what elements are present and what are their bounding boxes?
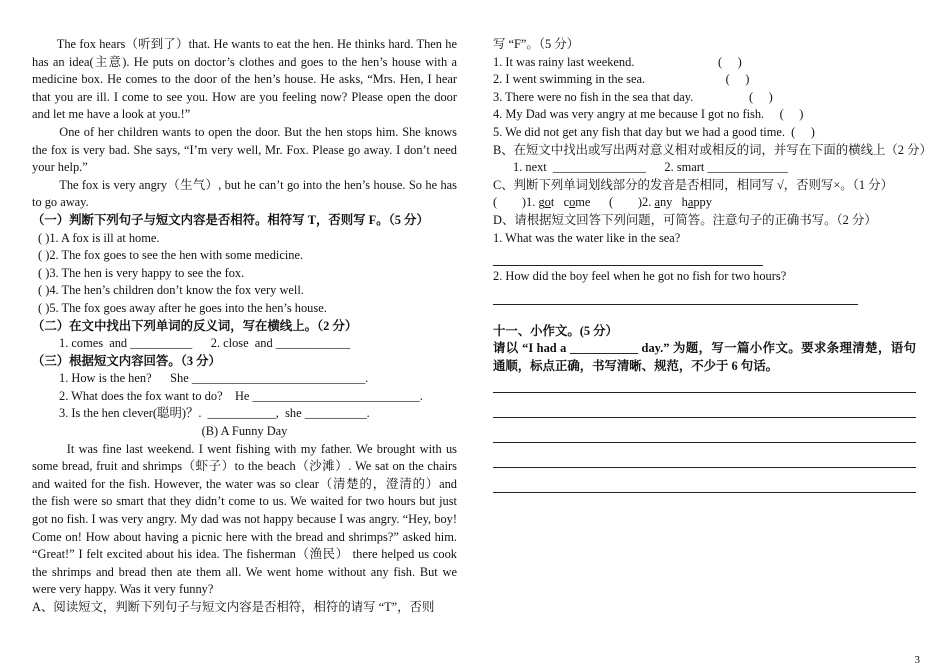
section-c-line — [493, 194, 916, 212]
underlined-letter: a — [687, 195, 694, 210]
section-a-instruction-cont: 写 “F”。（5 分） — [493, 37, 580, 51]
section-c-text: ppy — [693, 195, 712, 210]
section-a-item: 4. My Dad was very angry at me because I got no fish. ( ) — [493, 107, 804, 122]
section-2-title: （二）在文中找出下列单词的反义词，写在横线上。（2 分） — [32, 318, 358, 333]
passage-a-paragraph-2: One of her children wants to open the door. But the hen stops him. She knows the fox is very bad. She says, “I’m very well, Mr. Fox. Please go away. I don’t need your help.” — [32, 124, 457, 175]
section-c-text: t c — [550, 195, 570, 210]
writing-line[interactable] — [493, 418, 916, 443]
section-c-text: ny h — [659, 195, 688, 210]
page-number: 3 — [914, 654, 920, 666]
section-a-item: 2. I went swimming in the sea. ( ) — [493, 72, 750, 87]
passage-b-text: It was fine last weekend. I went fishing with my father. We brought with us some bread, fruit and shrimps（虾子）to the beach（沙滩）. We sat on the chairs and waited for the fish. However, the water was so clear（清楚的，澄清的）and the fish were so smart that they didn’t come to us. We waited for two hours but just got no fish. I was very angry. My dad was not happy because I was angry. “Hey, boy! Come on! How about having a picnic here with the bread and shrimps?” asked him. “Great!” I felt excited about his idea. The fisherman（渔民） there helped us cook the shrimps and bread then ate them all. We went home without any fish. But we were very happy. Was it very funny? — [32, 441, 457, 597]
section-c-text: g — [538, 195, 545, 210]
section-a-item: 5. We did not get any fish that day but we had a good time. ( ) — [493, 124, 815, 139]
section-a-item: 3. There were no fish in the sea that day. ( ) — [493, 89, 773, 104]
section-d-title: D、请根据短文回答下列问题，可简答。注意句子的正确书写。（2 分） — [493, 212, 877, 227]
underlined-letter: o — [544, 195, 551, 210]
writing-line[interactable] — [493, 443, 916, 468]
section-b-title: B、在短文中找出或写出两对意义相对或相反的词，并写在下面的横线上（2 分） — [493, 142, 932, 157]
writing-line[interactable] — [493, 393, 916, 418]
section-1-item: ( )3. The hen is very happy to see the fox. — [38, 265, 245, 280]
section-1-item: ( )2. The fox goes to see the hen with some medicine. — [38, 248, 304, 263]
section-c-title: C、判断下列单词划线部分的发音是否相同，相同写 √，否则写×。（1 分） — [493, 177, 893, 192]
section-1-item: ( )4. The hen’s children don’t know the fox very well. — [38, 283, 304, 298]
writing-line[interactable] — [493, 468, 916, 493]
section-d-question-2: 2. How did the boy feel when he got no fish for two hours? — [493, 269, 787, 284]
section-a-item: 1. It was rainy last weekend. ( ) — [493, 54, 742, 69]
underlined-letter: o — [569, 195, 576, 210]
section-d-question-1: 1. What was the water like in the sea? — [493, 230, 681, 245]
section-b-line: 1. next _______________ 2. smart _____________ — [513, 160, 788, 175]
section-3-item: 3. Is the hen clever(聪明)？. ___________, she __________. — [59, 406, 370, 421]
passage-a-paragraph-3: The fox is very angry（生气）, but he can’t go into the hen’s house. So he has to go away. — [32, 177, 457, 210]
section-1-item: ( )1. A fox is ill at home. — [38, 230, 160, 245]
composition-instruction: 请以 “I had a ___________ day.” 为题，写一篇小作文。要求条理清楚，语句通顺，标点正确，书写清晰、规范，不少于 6 句话。 — [493, 341, 916, 373]
writing-line[interactable] — [493, 376, 916, 393]
left-column — [32, 36, 457, 617]
section-c-text: a — [654, 195, 660, 210]
answer-line[interactable] — [493, 247, 763, 266]
answer-line[interactable] — [493, 286, 858, 305]
composition-title: 十一、小作文。(5 分） — [493, 323, 618, 338]
section-1-title: （一）判断下列句子与短文内容是否相符。相符写 T，否则写 F。（5 分） — [32, 212, 429, 227]
section-c-text: me ( )2. — [575, 195, 655, 210]
section-a-instruction: A、阅读短文，判断下列句子与短文内容是否相符，相符的请写 “T”，否则 — [32, 600, 435, 614]
section-c-text: ( )1. — [493, 195, 539, 210]
right-column — [493, 36, 932, 493]
section-3-item: 2. What does the fox want to do? He ___________________________. — [59, 388, 423, 403]
section-2-line: 1. comes and __________ 2. close and ____________ — [59, 336, 351, 351]
passage-a-paragraph-1: The fox hears（听到了）that. He wants to eat the hen. He thinks hard. Then he has an idea(主意). He puts on doctor’s clothes and goes to the hen’s house with a medicine box. He comes to the door of the hen’s house. He asks, “Mrs. Hen, I hear that you are ill. I come to see you. How are you feeling now? Please open the door and let me have a look at you.!” — [32, 37, 457, 122]
passage-b-title: (B) A Funny Day — [201, 424, 288, 439]
section-1-item: ( )5. The fox goes away after he goes into the hen’s house. — [38, 300, 327, 315]
section-3-item: 1. How is the hen? She ____________________________. — [59, 371, 369, 386]
section-3-title: （三）根据短文内容回答。（3 分） — [32, 353, 221, 368]
